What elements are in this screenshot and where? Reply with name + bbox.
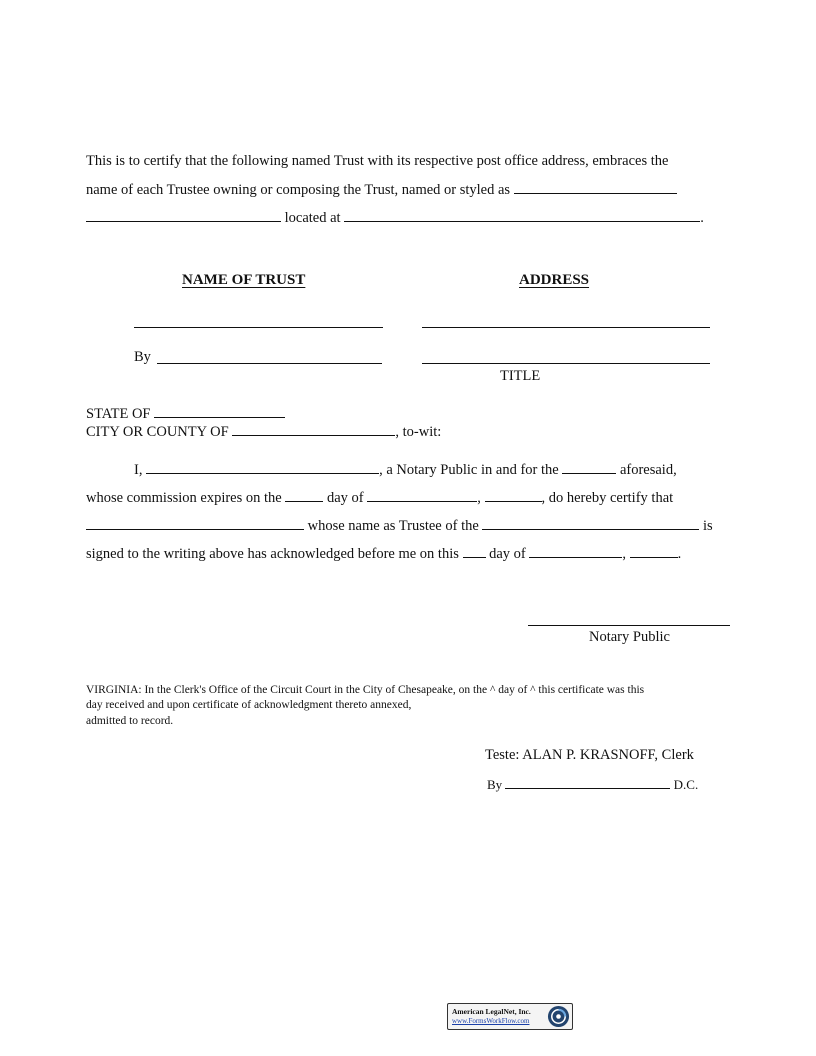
trust-name-line[interactable] xyxy=(134,327,383,328)
city-county-blank[interactable] xyxy=(232,422,395,436)
intro-line-2-text: name of each Trustee owning or composing the Trust, named or styled as xyxy=(86,182,511,198)
notary-public-in-and-for-label: , a Notary Public in and for the xyxy=(379,462,559,478)
city-county-row xyxy=(86,422,441,441)
virginia-line-1: VIRGINIA: In the Clerk's Office of the Circuit Court in the City of Chesapeake, on the ^ day of ^ this certificate was this xyxy=(86,684,645,696)
notary-line-1 xyxy=(134,460,677,479)
trust-name-continued-blank[interactable] xyxy=(86,208,281,222)
clerk-by-row xyxy=(487,777,698,793)
i-label: I, xyxy=(134,462,143,478)
title-line[interactable] xyxy=(422,363,710,364)
deputy-clerk-blank[interactable] xyxy=(505,777,670,789)
virginia-line-3: admitted to record. xyxy=(86,715,174,727)
located-at-label: located at xyxy=(284,210,341,226)
acknowledged-day-blank[interactable] xyxy=(463,544,486,558)
acknowledged-day-of-label: day of xyxy=(489,546,526,562)
trust-of-blank[interactable] xyxy=(482,516,699,530)
commission-day-blank[interactable] xyxy=(285,488,323,502)
acknowledged-month-blank[interactable] xyxy=(529,544,622,558)
whose-name-label: whose name as Trustee of the xyxy=(307,518,479,534)
commission-day-of-label: day of xyxy=(326,490,364,506)
notary-public-label: Notary Public xyxy=(589,629,670,645)
is-label: is xyxy=(703,518,713,534)
state-of-row xyxy=(86,404,285,423)
address-line[interactable] xyxy=(422,327,710,328)
by-label: By xyxy=(134,349,151,365)
notary-name-blank[interactable] xyxy=(146,460,379,474)
to-wit-label: , to-wit: xyxy=(395,424,442,440)
globe-logo-icon xyxy=(547,1005,570,1028)
badge-company: American LegalNet, Inc. xyxy=(452,1007,531,1016)
certify-label: , do hereby certify that xyxy=(541,490,674,506)
location-blank[interactable] xyxy=(344,208,700,222)
commission-expires-label: whose commission expires on the xyxy=(86,490,282,506)
notary-signature-line[interactable] xyxy=(528,625,730,626)
by-signature-line[interactable] xyxy=(157,363,382,364)
intro-line-1: This is to certify that the following named Trust with its respective post office address, embraces the xyxy=(86,153,669,169)
state-of-label: STATE OF xyxy=(86,406,151,422)
commission-year-blank[interactable] xyxy=(485,488,542,502)
notary-line-3 xyxy=(86,516,713,535)
acknowledged-year-blank[interactable] xyxy=(630,544,678,558)
intro-line-3 xyxy=(86,208,704,227)
commission-comma: , xyxy=(477,490,481,506)
aforesaid-label: aforesaid, xyxy=(619,462,677,478)
state-blank[interactable] xyxy=(154,404,285,418)
virginia-line-2: day received and upon certificate of acknowledgment thereto annexed, xyxy=(86,699,412,711)
footer-badge[interactable] xyxy=(447,1003,573,1030)
city-county-label: CITY OR COUNTY OF xyxy=(86,424,229,440)
address-heading: ADDRESS xyxy=(519,272,590,288)
dc-label: D.C. xyxy=(673,777,699,792)
clerk-teste: Teste: ALAN P. KRASNOFF, Clerk xyxy=(485,747,694,763)
intro-period: . xyxy=(700,210,704,226)
trustee-name-blank[interactable] xyxy=(86,516,304,530)
signed-label: signed to the writing above has acknowledged before me on this xyxy=(86,546,459,562)
badge-url[interactable]: www.FormsWorkFlow.com xyxy=(452,1017,530,1025)
acknowledged-comma: , xyxy=(622,546,627,562)
clerk-by-label: By xyxy=(487,777,503,792)
intro-line-2 xyxy=(86,180,677,199)
title-label: TITLE xyxy=(500,368,541,384)
commission-month-blank[interactable] xyxy=(367,488,477,502)
trust-name-blank[interactable] xyxy=(514,180,677,194)
notary-line-4 xyxy=(86,544,681,563)
acknowledged-period: . xyxy=(677,546,682,562)
notary-line-2 xyxy=(86,488,673,507)
jurisdiction-blank[interactable] xyxy=(562,460,616,474)
name-of-trust-heading: NAME OF TRUST xyxy=(182,272,306,288)
